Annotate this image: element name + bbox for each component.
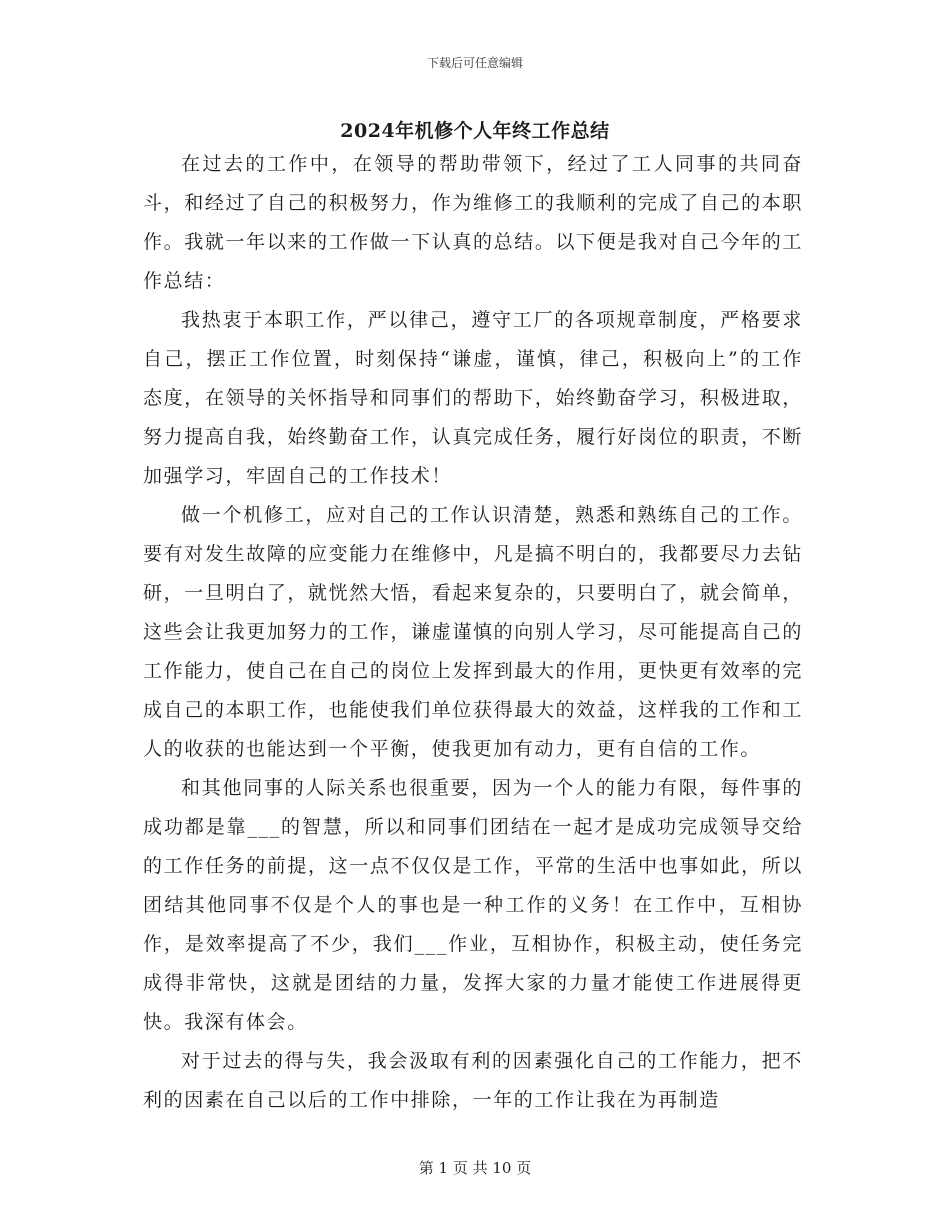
paragraph: 我热衷于本职工作，严以律己，遵守工厂的各项规章制度，严格要求自己，摆正工作位置，时刻保持“谦虚，谨慎，律己，积极向上”的工作态度，在领导的关怀指导和同事们的帮助下，始终勤奋学习，积极进取，努力提高自我，始终勤奋工作，认真完成任务，履行好岗位的职责，不断加强学习，牢固自己的工作技术！ [143,309,803,487]
paragraph: 在过去的工作中，在领导的帮助带领下，经过了工人同事的共同奋斗，和经过了自己的积极努力，作为维修工的我顺利的完成了自己的本职作。我就一年以来的工作做一下认真的总结。以下便是我对自己今年的工作总结： [143,153,803,292]
paragraph: 对于过去的得与失，我会汲取有利的因素强化自己的工作能力，把不利的因素在自己以后的工作中排除，一年的工作让我在为再制造 [143,1050,803,1111]
document-body [143,145,803,1120]
paragraph: 和其他同事的人际关系也很重要，因为一个人的能力有限，每件事的成功都是靠___的智慧，所以和同事们团结在一起才是成功完成领导交给的工作任务的前提，这一点不仅仅是工作，平常的生活中也事如此，所以团结其他同事不仅是个人的事也是一种工作的义务！在工作中，互相协作，是效率提高了不少，我们___作业，互相协作，积极主动，使任务完成得非常快，这就是团结的力量，发挥大家的力量才能使工作进展得更快。我深有体会。 [143,777,803,1033]
document-title: 2024年机修个人年终工作总结 [340,120,610,142]
page-header-note: 下载后可任意编辑 [426,56,523,70]
paragraph: 做一个机修工，应对自己的工作认识清楚，熟悉和熟练自己的工作。要有对发生故障的应变能力在维修中，凡是搞不明白的，我都要尽力去钻研，一旦明白了，就恍然大悟，看起来复杂的，只要明白了，就会简单，这些会让我更加努力的工作，谦虚谨慎的向别人学习，尽可能提高自己的工作能力，使自己在自己的岗位上发挥到最大的作用，更快更有效率的完成自己的本职工作，也能使我们单位获得最大的效益，这样我的工作和工人的收获的也能达到一个平衡，使我更加有动力，更有自信的工作。 [143,504,803,760]
page-number: 第 1 页 共 10 页 [418,1159,532,1177]
